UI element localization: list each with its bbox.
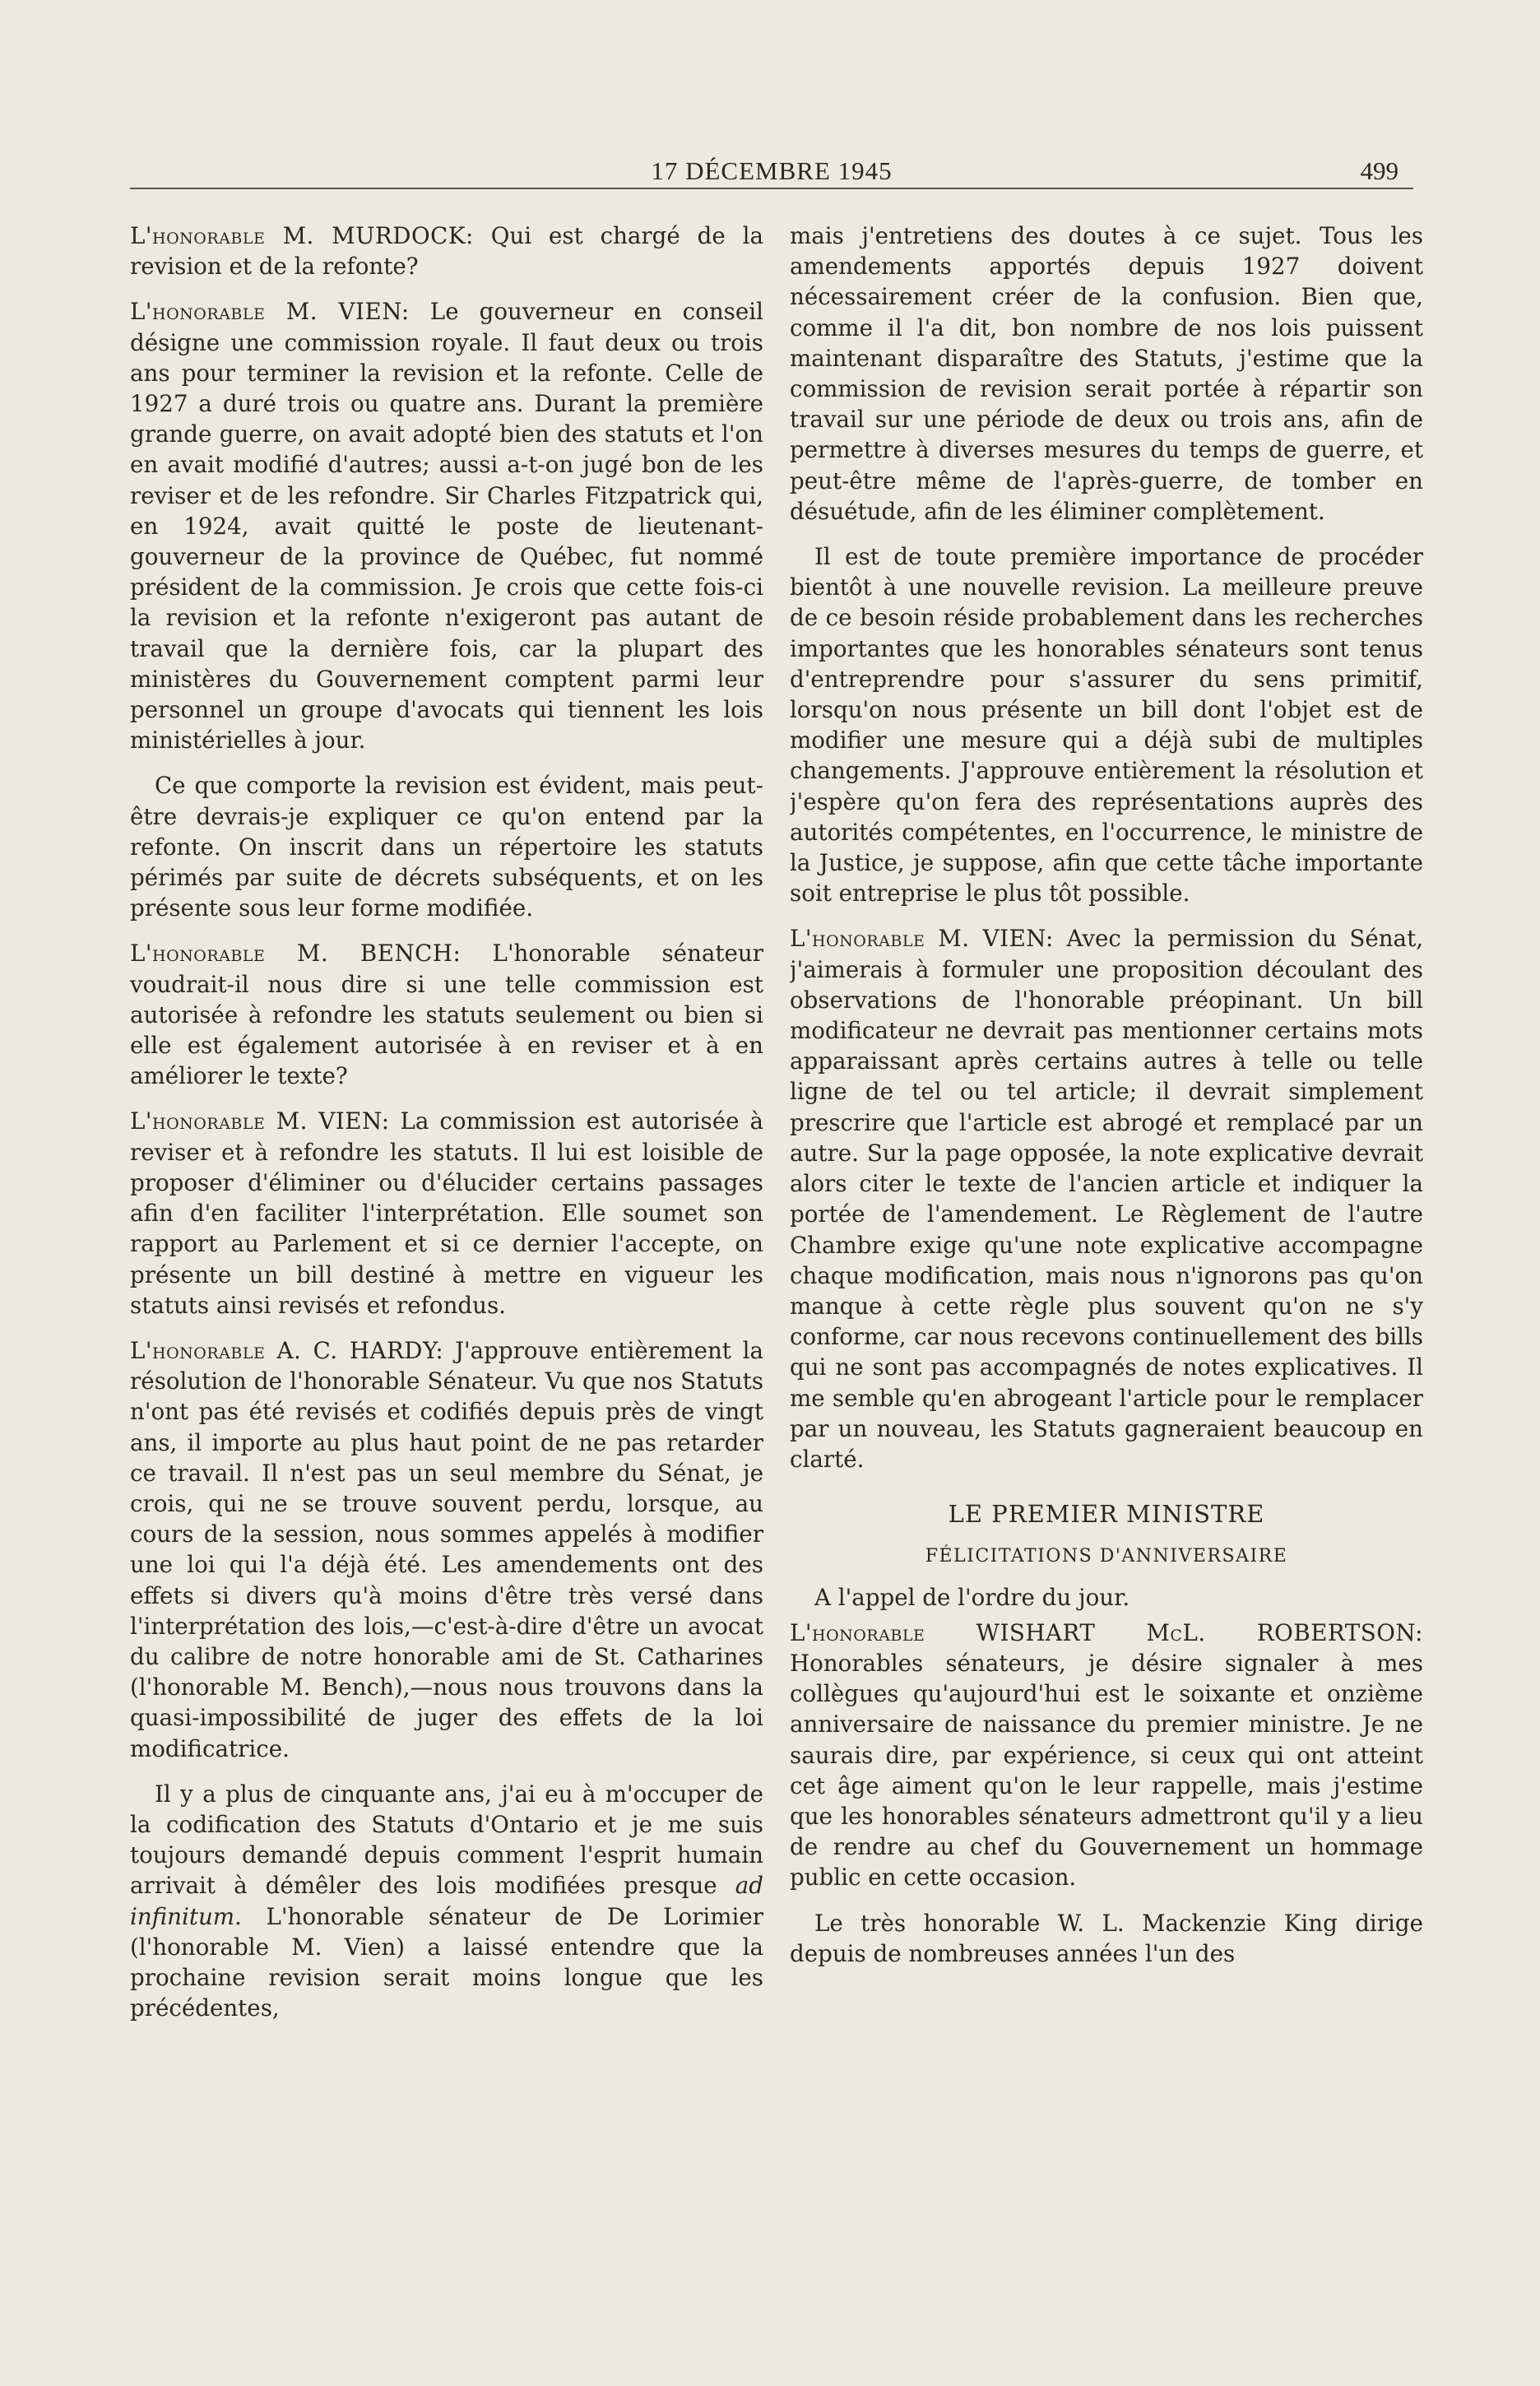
paragraph xyxy=(130,1335,763,1764)
speaker-name: L'honorable WISHART McL. ROBERTSON: xyxy=(790,1618,1423,1646)
paragraph-text: Qui est chargé de la revision et de la refonte? xyxy=(130,222,763,281)
paragraph-text: Il est de toute première importance de procéder bientôt à une nouvelle revision. La meilleure preuve de ce besoin réside probablement dans les recherches importantes que les honorables sénateurs sont tenus d'entreprendre pour s'assurer du sens primitif, lorsqu'on nous présente un bill dont l'objet est de modifier une mesure qui a déjà subi de multiples changements. J'approuve entièrement la résolution et j'espère qu'on fera des représentations auprès des autorités compétentes, en l'occurrence, le ministre de la Justice, je suppose, afin que cette tâche importante soit entreprise le plus tôt possible. xyxy=(790,543,1423,908)
paragraph-text: Il y a plus de cinquante ans, j'ai eu à m'occuper de la codification des Statuts d'Ontario et je me suis toujours demandé depuis comment l'esprit humain arrivait à démêler des lois modifiées presque xyxy=(130,1780,763,1900)
paragraph xyxy=(790,923,1423,1474)
paragraph-text: Le gouverneur en conseil désigne une commission royale. Il faut deux ou trois ans pour terminer la revision et la refonte. Celle de 1927 a duré trois ou quatre ans. Durant la première grande guerre, on avait adopté bien des statuts et l'on en avait modifié d'autres; aussi a-t-on jugé bon de les reviser et de les refondre. Sir Charles Fitzpatrick qui, en 1924, avait quitté le poste de lieutenant-gouverneur de la province de Québec, fut nommé président de la commission. Je crois que cette fois-ci la revision et la refonte n'exigeront pas autant de travail que la dernière fois, car la plupart des ministères du Gouvernement comptent parmi leur personnel un groupe d'avocats qui tiennent les lois ministérielles à jour. xyxy=(130,298,763,754)
order-call-line: A l'appel de l'ordre du jour. xyxy=(814,1583,1130,1611)
right-column xyxy=(790,220,1423,2327)
paragraph xyxy=(790,1618,1423,1893)
paragraph xyxy=(790,1908,1423,1969)
section-subheading: FÉLICITATIONS D'ANNIVERSAIRE xyxy=(925,1546,1288,1567)
speaker-name: L'honorable M. BENCH: xyxy=(130,940,462,968)
speaker-name: L'honorable A. C. HARDY: xyxy=(130,1336,444,1364)
paragraph xyxy=(130,296,763,755)
paragraph-text: J'approuve entièrement la résolution de l'honorable Sénateur. Vu que nos Statuts n'ont pas été revisés et codifiés depuis près de vingt ans, il importe au plus haut point de ne pas retarder ce travail. Il n'est pas un seul membre du Sénat, je crois, qui ne se trouve souvent perdu, lorsque, au cours de la session, nous sommes appelés à modifier une loi qui l'a déjà été. Les amendements ont des effets si divers qu'à moins d'être très versé dans l'interprétation des lois,—c'est-à-dire d'être un avocat du calibre de notre honorable ami de St. Catharines (l'honorable M. Bench),—nous nous trouvons dans la quasi-impossibilité de juger des effets de la loi modificatrice. xyxy=(130,1336,763,1762)
paragraph-continuation: mais j'entretiens des doutes à ce sujet. Tous les amendements apportés depuis 1927 doivent nécessairement créer de la confusion. Bien que, comme il l'a dit, bon nombre de nos lois puissent maintenant disparaître des Statuts, j'estime que la commission de revision serait portée à répartir son travail sur une période de deux ou trois ans, afin de permettre à diverses mesures du temps de guerre, et peut-être même de l'après-guerre, de tomber en désuétude, afin de les éliminer complètement. xyxy=(790,222,1423,525)
page-header xyxy=(130,148,1413,189)
paragraph-text: Le très honorable W. L. Mackenzie King dirige depuis de nombreuses années l'un des xyxy=(790,1909,1423,1967)
header-date-title: 17 DÉCEMBRE 1945 xyxy=(651,156,893,185)
paragraph-text: Honorables sénateurs, je désire signaler à mes collègues qu'aujourd'hui est le soixante et onzième anniversaire de naissance du premier ministre. Je ne saurais dire, par expérience, si ceux qui ont atteint cet âge aiment qu'on le leur rappelle, mais j'estime que les honorables sénateurs admettront qu'il y a lieu de rendre au chef du Gouvernement un hommage public en cette occasion. xyxy=(790,1649,1423,1892)
paragraph xyxy=(130,1106,763,1320)
speaker-name: L'honorable M. VIEN: xyxy=(130,1107,390,1135)
paragraph-text: Avec la permission du Sénat, j'aimerais à formuler une proposition découlant des observations de l'honorable préopinant. Un bill modificateur ne devrait pas mentionner certains mots apparaissant après certains autres à telle ou telle ligne de tel ou tel article; il devrait simplement prescrire que l'article est abrogé et remplacé par un autre. Sur la page opposée, la note explicative devrait alors citer le texte de l'ancien article et indiquer la portée de l'amendement. Le Règlement de l'autre Chambre exige qu'une note explicative accompagne chaque modification, mais nous n'ignorons pas qu'on manque à cette règle plus souvent qu'on ne s'y conforme, car nous recevons continuellement des bills qui ne sont pas accompagnés de notes explicatives. Il me semble qu'en abrogeant l'article pour le remplacer par un nouveau, les Statuts gagneraient beaucoup en clarté. xyxy=(790,925,1423,1473)
paragraph-text: L'honorable sénateur voudrait-il nous dire si une telle commission est autorisée à refondre les statuts seulement ou bien si elle est également autorisée à en reviser et à en améliorer le texte? xyxy=(130,940,763,1090)
paragraph xyxy=(130,220,763,281)
speaker-name: L'honorable M. VIEN: xyxy=(790,925,1054,953)
emphasis-text: ad infinitum. xyxy=(130,1872,763,1930)
page-number: 499 xyxy=(1360,156,1399,185)
paragraph xyxy=(790,541,1423,908)
paragraph xyxy=(130,770,763,923)
speaker-name: L'honorable M. MURDOCK: xyxy=(130,222,474,249)
paragraph-text: L'honorable sénateur de De Lorimier (l'honorable M. Vien) a laissé entendre que la prochaine revision serait moins longue que les précédentes, xyxy=(130,1902,763,2022)
section-heading: LE PREMIER MINISTRE xyxy=(948,1500,1265,1529)
paragraph-text: Ce que comporte la revision est évident, mais peut-être devrais-je expliquer ce qu'on entend par la refonte. On inscrit dans un répertoire les statuts périmés par suite de décrets subséquents, et on les présente sous leur forme modifiée. xyxy=(130,772,763,922)
paragraph xyxy=(130,1779,763,2024)
paragraph xyxy=(130,938,763,1091)
left-column xyxy=(130,220,763,2327)
paragraph-text: La commission est autorisée à reviser et à refondre les statuts. Il lui est loisible de proposer d'éliminer ou d'élucider certains passages afin d'en faciliter l'interprétation. Elle soumet son rapport au Parlement et si ce dernier l'accepte, on présente un bill destiné à mettre en vigueur les statuts ainsi revisés et refondus. xyxy=(130,1107,763,1319)
speaker-name: L'honorable M. VIEN: xyxy=(130,298,410,326)
